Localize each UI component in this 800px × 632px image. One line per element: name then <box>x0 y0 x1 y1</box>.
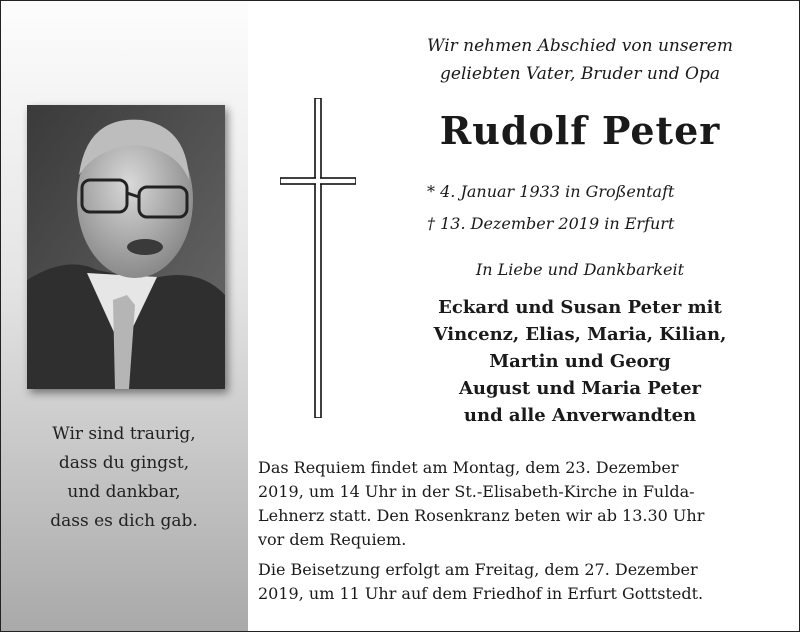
quote-line: und dankbar, <box>67 482 181 502</box>
birth-date: * 4. Januar 1933 in Großentaft <box>427 182 675 201</box>
thanks-line: In Liebe und Dankbarkeit <box>475 260 685 279</box>
death-date: † 13. Dezember 2019 in Erfurt <box>427 214 675 233</box>
notice-line: Lehnerz statt. Den Rosenkranz beten wir ab 13.30 Uhr <box>258 506 705 525</box>
intro-line: Wir nehmen Abschied von unserem <box>427 36 733 56</box>
notice-line: vor dem Requiem. <box>258 530 407 549</box>
notice-line: 2019, um 11 Uhr auf dem Friedhof in Erfurt Gottstedt. <box>258 584 704 603</box>
mourner-line: Martin und Georg <box>489 351 671 372</box>
mourner-line: Eckard und Susan Peter mit <box>438 297 722 318</box>
quote-line: dass du gingst, <box>58 453 190 473</box>
mourner-line: und alle Anverwandten <box>463 405 697 426</box>
deceased-name: Rudolf Peter <box>439 108 721 153</box>
quote-line: dass es dich gab. <box>50 511 198 531</box>
mourner-line: Vincenz, Elias, Maria, Kilian, <box>433 324 727 345</box>
intro-line: geliebten Vater, Bruder und Opa <box>440 64 720 84</box>
notice-line: 2019, um 14 Uhr in der St.-Elisabeth-Kirche in Fulda- <box>258 482 695 501</box>
quote-line: Wir sind traurig, <box>52 424 196 444</box>
mourner-line: August und Maria Peter <box>458 378 702 399</box>
notice-line: Das Requiem findet am Montag, dem 23. Dezember <box>258 458 679 477</box>
notice-line: Die Beisetzung erfolgt am Freitag, dem 27. Dezember <box>258 560 698 579</box>
